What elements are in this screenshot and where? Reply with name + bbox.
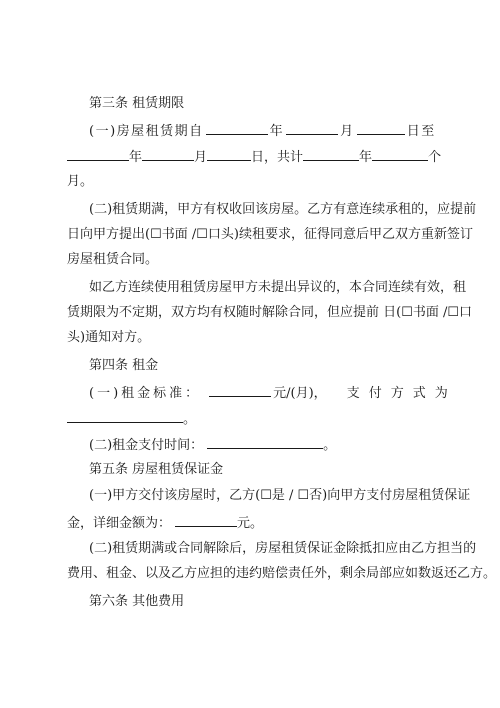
article5-refund-line2: 费用、租金、以及乙方应担的违约赔偿责任外，剩余局部应如数返还乙方。: [67, 566, 497, 581]
article3-term-line2: 年 月 日，共计 年 个: [67, 148, 441, 166]
article3-continuation-line3: 头)通知对方。: [67, 330, 151, 345]
blank-payment-time: [207, 436, 323, 449]
article4-rent-line2: 。: [67, 410, 196, 428]
article5-deposit-line1: (一)甲方交付该房屋时，乙方(☐是 / ☐否)向甲方支付房屋租赁保证: [89, 488, 471, 503]
article6-heading: 第六条 其他费用: [89, 594, 185, 609]
article3-heading: 第三条 租赁期限: [89, 96, 185, 111]
article3-renewal-line3: 房屋租赁合同。: [67, 252, 159, 267]
blank-end-month: [142, 148, 194, 161]
article5-deposit-line2: 金，详细金额为： 元。: [67, 516, 264, 531]
blank-start-day: [357, 122, 405, 135]
article3-term-line1: (一)房屋租赁期自 年 月 日至: [89, 124, 436, 139]
blank-total-months: [372, 148, 428, 161]
article3-renewal-line2: 日向甲方提出(☐书面 /☐口头)续租要求，征得同意后甲乙双方重新签订: [67, 227, 473, 242]
article4-payment-time: (二)租金支付时间： 。: [89, 438, 337, 453]
blank-end-year: [67, 148, 129, 161]
article5-heading: 第五条 房屋租赁保证金: [89, 462, 224, 477]
article5-refund-line1: (二)租赁期满或合同解除后，房屋租赁保证金除抵扣应由乙方担当的: [89, 541, 477, 556]
blank-payment-method: [67, 410, 183, 423]
article3-continuation-line2: 赁期限为不定期，双方均有权随时解除合同，但应提前 日(☐书面 /☐口: [67, 305, 473, 320]
blank-rent-amount: [209, 384, 271, 397]
blank-end-day: [207, 148, 251, 161]
article3-renewal-line1: (二)租赁期满，甲方有权收回该房屋。乙方有意连续承租的，应提前: [89, 202, 477, 217]
blank-deposit-amount: [175, 514, 237, 527]
article4-rent-line1: (一)租金标准： 元/(月)， 支付方式为: [89, 386, 457, 401]
article3-continuation-line1: 如乙方连续使用租赁房屋甲方未提出异议的，本合同连续有效，租: [89, 280, 467, 295]
article3-term-line3: 月。: [67, 174, 94, 189]
article4-heading: 第四条 租金: [89, 358, 159, 373]
blank-total-years: [303, 148, 359, 161]
blank-start-month: [286, 122, 338, 135]
blank-start-year: [206, 122, 268, 135]
